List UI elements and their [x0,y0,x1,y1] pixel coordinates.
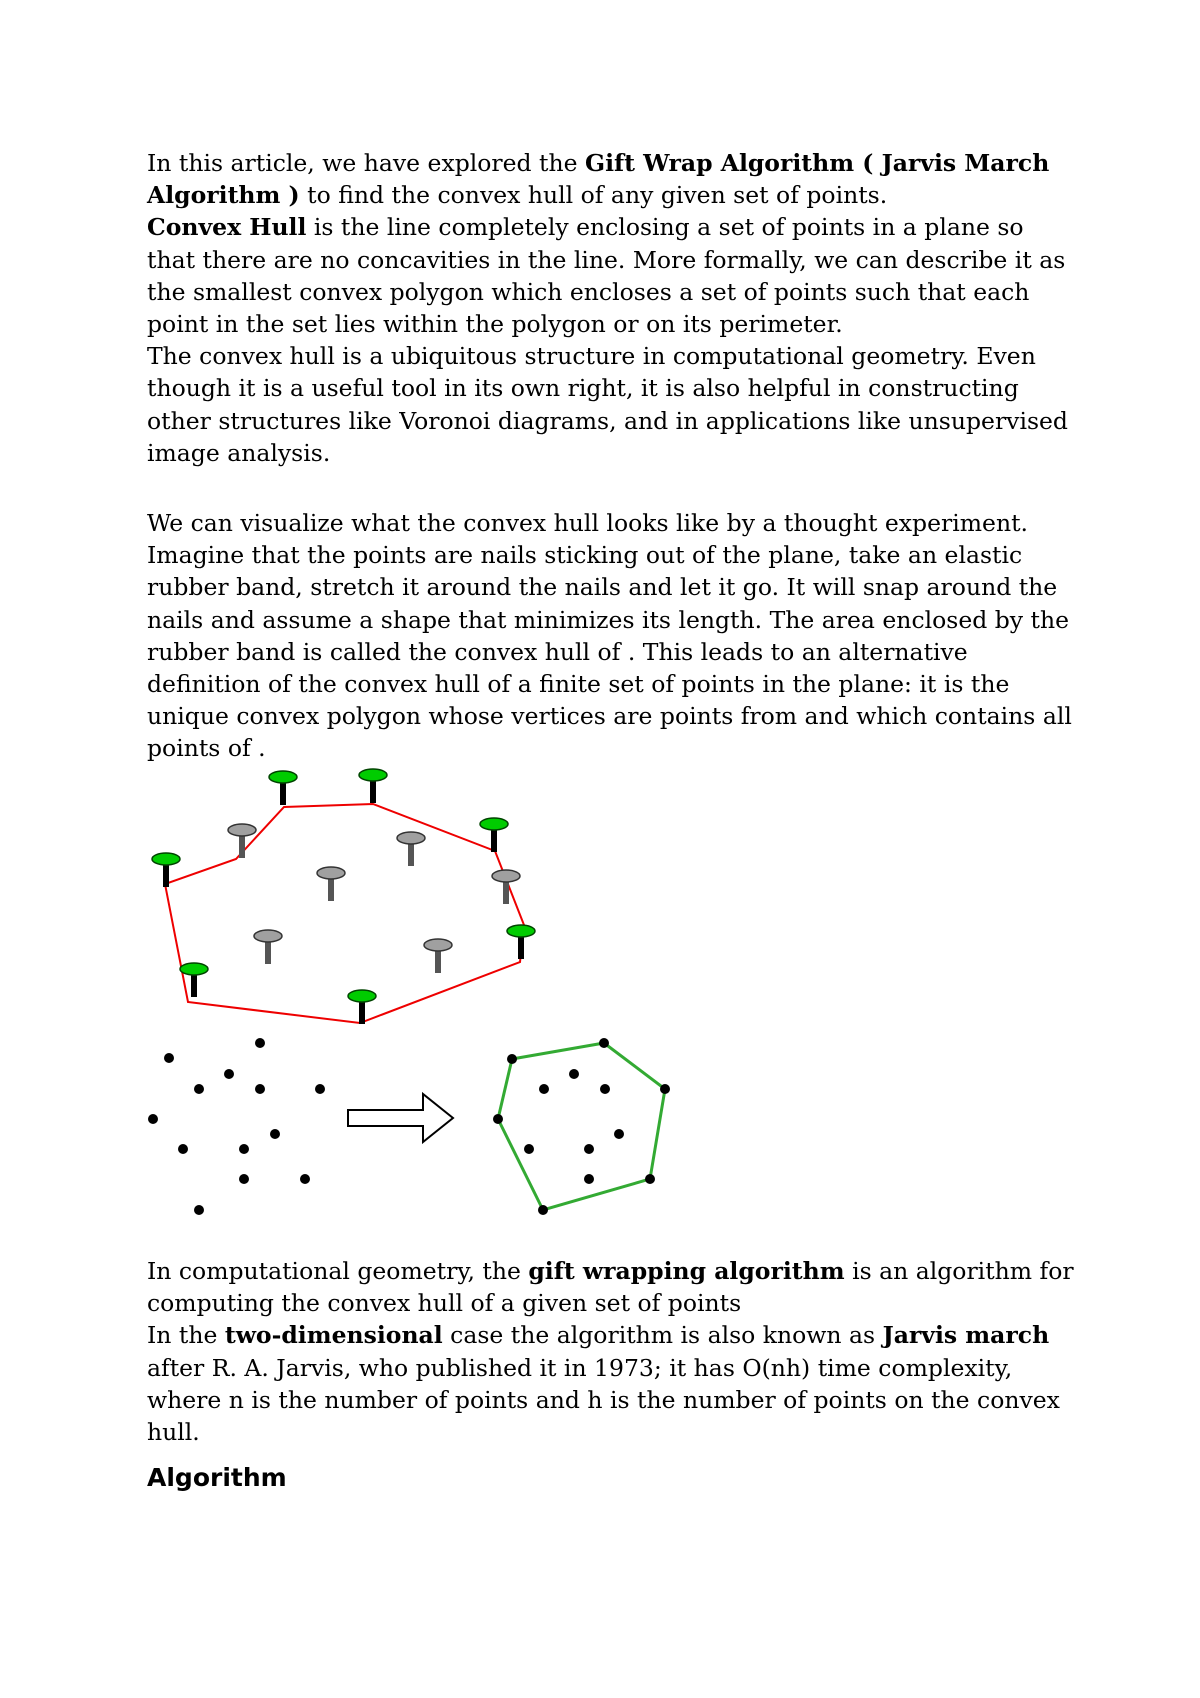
algorithm-heading: Algorithm [147,1463,287,1492]
gift-text: In computational geometry, the [147,1257,529,1285]
computed-hull-polygon [498,1043,665,1210]
hull-nail [359,769,387,803]
intro-section [147,147,1077,469]
interior-nail [424,939,452,973]
jarvis-march-term: Jarvis march [882,1321,1050,1350]
hull-points [493,1038,670,1215]
two-dimensional-term: two-dimensional [224,1321,443,1350]
convex-hull-term: Convex Hull [147,213,307,242]
definition-text: is the line completely enclosing a set of points in a plane so that there are no concavities in the line. More formally, we can describe it as the smallest convex polygon which encloses a set of points such that each point in the set lies within the polygon or on its perimeter. [147,213,1066,339]
input-points [148,1038,325,1215]
gift-wrapping-term: gift wrapping algorithm [528,1257,845,1285]
hull-nail [152,853,180,887]
interior-nail [317,867,345,901]
visualize-paragraph: We can visualize what the convex hull looks like by a thought experiment. Imagine that the points are nails sticking out of the plane, take an elastic rubber band, stretch it around the nails and let it go. It will snap around the nails and assume a shape that minimizes its length. The area enclosed by the rubber band is called the convex hull of . This leads to an alternative definition of the convex hull of a finite set of points in the plane: it is the unique convex polygon whose vertices are points from and which contains all points of . [147,509,1072,763]
gift-wrap-term: Gift Wrap Algorithm ( Jarvis March Algorithm ) [147,149,1050,210]
convex-hull-figure [140,762,700,1224]
visualize-section [147,507,1077,765]
gift-text: after R. A. Jarvis, who published it in 1973; it has O(nh) time complexity, where n is the number of points and h is the number of points on the convex hull. [147,1353,1060,1447]
intro-text: to find the convex hull of any given set of points. [299,181,888,210]
intro-paragraph-3: The convex hull is a ubiquitous structure in computational geometry. Even though it is a useful tool in its own right, it is also helpful in constructing other structures like Voronoi diagrams, and in applications like unsupervised image analysis. [147,342,1068,467]
hull-nail [507,925,535,959]
interior-nail [254,930,282,964]
intro-text: In this article, we have explored the [147,149,586,177]
gift-wrapping-section [147,1255,1077,1448]
hull-nail [269,771,297,805]
interior-nail [492,870,520,904]
arrow-icon [348,1094,453,1142]
gift-paragraph-1 [147,1255,1077,1319]
gift-text: is an algorithm for computing the convex hull of a given set of points [147,1257,1074,1318]
intro-paragraph-2 [147,211,1077,340]
gift-paragraph-2 [147,1319,1077,1448]
interior-nail [397,832,425,866]
intro-paragraph-1 [147,147,1077,211]
rubber-band-hull [165,804,524,1023]
gift-text: In the [147,1321,225,1350]
gift-text: case the algorithm is also known as [442,1321,883,1350]
